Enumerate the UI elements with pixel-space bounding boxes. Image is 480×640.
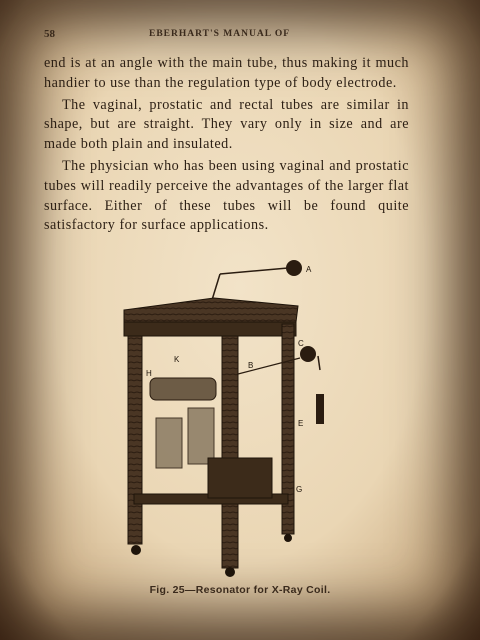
leg-front-right — [222, 336, 238, 568]
page-header — [44, 28, 440, 42]
figure-label-h: H — [146, 369, 152, 378]
terminal-ball-a — [286, 260, 302, 276]
top-wire — [212, 268, 288, 300]
leg-front-left — [128, 336, 142, 544]
xray-tube — [150, 378, 216, 400]
table-apron — [124, 322, 296, 336]
running-head: EBERHART'S MANUAL OF — [149, 29, 291, 39]
body-text — [44, 54, 409, 236]
resonator-illustration — [110, 258, 350, 583]
caster-right — [225, 567, 235, 577]
paragraph-2: The vaginal, prostatic and rectal tubes are similar in shape, but are straight. They vary only in size and are made both plain and insulated. — [44, 96, 409, 153]
figure-label-k: K — [174, 355, 180, 364]
paragraph-3: The physician who has been using vaginal and prostatic tubes will readily perceive the advantages of the larger flat surface. Either of these tubes will be found quite satisfactory for surface applications. — [44, 157, 409, 234]
coil-box — [208, 458, 272, 498]
paragraph-1: end is at an angle with the main tube, thus making it much handier to use than the regulation type of body electrode. — [44, 55, 409, 91]
figure-label-g: G — [296, 485, 303, 494]
figure-label-b: B — [248, 361, 254, 370]
figure-label-e: E — [298, 419, 304, 428]
hanging-electrode — [316, 356, 324, 424]
table-top — [124, 298, 298, 322]
glass-jar-left — [156, 418, 182, 468]
terminal-ball-c — [300, 346, 316, 362]
glass-jar-right — [188, 408, 214, 464]
page-number: 58 — [44, 28, 55, 40]
caster-back — [284, 534, 292, 542]
caster-left — [131, 545, 141, 555]
figure-label-a: A — [306, 265, 312, 274]
figure-label-c: C — [298, 339, 304, 348]
figure-caption: Fig. 25—Resonator for X-Ray Coil. — [149, 584, 331, 596]
